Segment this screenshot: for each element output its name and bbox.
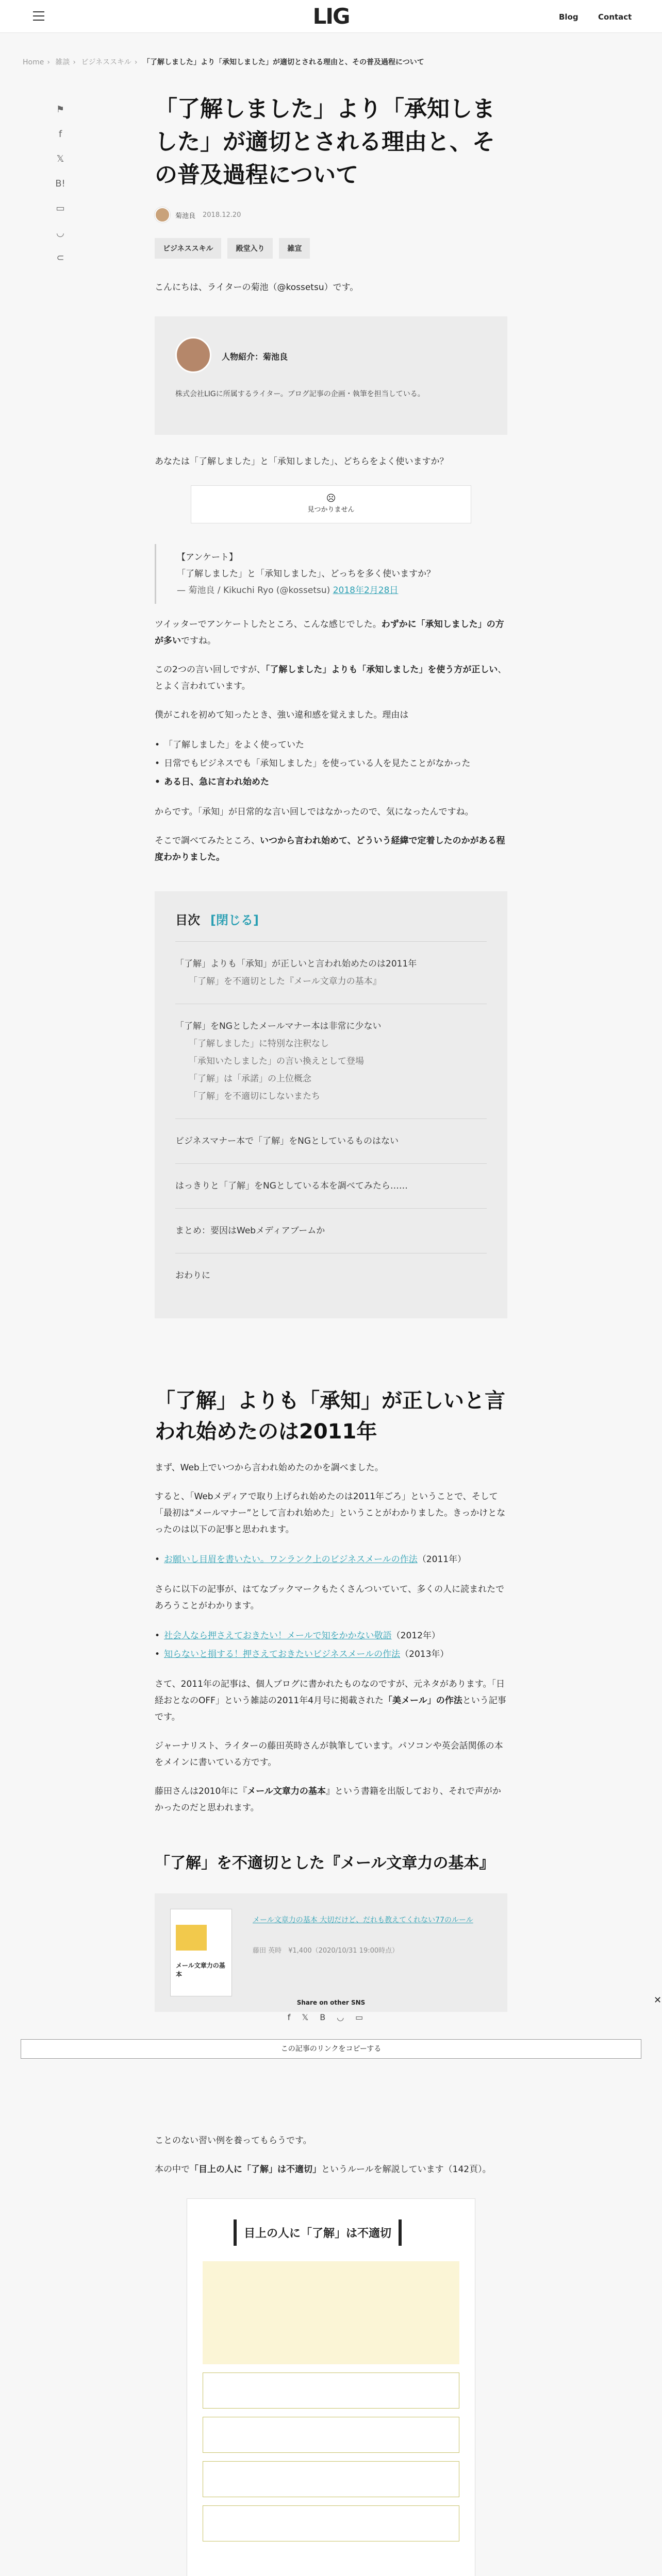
hatena-icon[interactable]: B: [320, 2012, 337, 2022]
breadcrumb-subcategory[interactable]: ビジネススキル: [81, 58, 131, 66]
book-page-figure: [187, 2198, 475, 2576]
tag-hall-of-fame[interactable]: 殿堂入り: [227, 238, 273, 259]
paragraph: さらに以下の記事が、はてなブックマークもたくさんついていて、多くの人に読まれたであろうことがわかります。: [155, 1584, 505, 1611]
paragraph: 本の中で「目上の人に「了解」は不適切」というルールを解説しています（142頁）。: [155, 2164, 491, 2175]
toc-subitem[interactable]: 「了解」を不適切にしないまたち: [189, 1091, 320, 1101]
share-label: Share on other SNS: [296, 1999, 366, 2006]
pocket-icon[interactable]: ◡: [56, 228, 64, 239]
article-link[interactable]: 社会人なら押さえておきたい！メールで知をかかない敬語: [164, 1631, 392, 1641]
share-overlay: [21, 1999, 641, 2053]
copy-link-button[interactable]: この記事のリンクをコピーする: [21, 2039, 641, 2059]
table-of-contents: [155, 891, 507, 1318]
figure-title: 目上の人に「了解」は不適切: [234, 2219, 402, 2246]
breadcrumb-home[interactable]: Home: [23, 58, 44, 66]
poll-status: 見つかりません: [307, 506, 355, 514]
paragraph: この2つの言い回しですが、「了解しました」よりも「承知しました」を使う方が正しい、とよく言われています。: [155, 665, 507, 691]
paragraph: からです。「承知」が日常的な言い回しではなかったので、気になったんですね。: [155, 807, 474, 817]
figure-example-box: [203, 2372, 459, 2409]
paragraph: ジャーナリスト、ライターの藤田英時さんが執筆しています。パソコンや英会話関係の本をメインに書いている方です。: [155, 1741, 503, 1768]
facebook-icon[interactable]: f: [58, 129, 62, 140]
article-link[interactable]: 知らないと損する！押さえておきたいビジネスメールの作法: [164, 1649, 401, 1659]
line-icon[interactable]: ▭: [56, 203, 65, 214]
quote-body: 「了解しました」と「承知しました」、どっちを多く使いますか？: [177, 569, 436, 579]
paragraph: 藤田さんは2010年に『メール文章力の基本』という書籍を出版しており、それで声がかかったのだと思われます。: [155, 1786, 501, 1813]
figure-example-box: [203, 2417, 459, 2453]
article-meta: [155, 207, 507, 223]
profile-box: [155, 316, 507, 435]
figure-example-box: [203, 2461, 459, 2497]
quote-date-link[interactable]: 2018年2月28日: [333, 585, 399, 596]
twitter-icon[interactable]: 𝕏: [56, 154, 64, 164]
sad-face-icon: ☹: [326, 493, 336, 504]
menu-icon[interactable]: [33, 11, 44, 21]
figure-text-block: [203, 2261, 459, 2364]
poll-embed[interactable]: [191, 485, 471, 523]
breadcrumb: Home › 雑談 › ビジネススキル › 「了解しました」より「承知しました」が適切とされる理由と、その普及過程について: [23, 58, 424, 66]
quote-source: — 菊池良 / Kikuchi Ryo (@kossetsu): [177, 585, 330, 596]
question-text: あなたは「了解しました」と「承知しました」、どちらをよく使いますか？: [155, 456, 449, 467]
nav-contact-link[interactable]: Contact: [598, 12, 632, 22]
product-link[interactable]: メール文章力の基本 大切だけど、だれも教えてくれない77のルール: [253, 1916, 473, 1924]
toc-item[interactable]: ビジネスマナー本で「了解」をNGとしているものはない: [175, 1136, 399, 1146]
list-item: • 日常でもビジネスでも「承知しました」を使っている人を見たことがなかった: [155, 754, 507, 773]
paragraph: ツイッターでアンケートしたところ、こんな感じでした。わずかに「承知しました」の方が多いですね。: [155, 619, 504, 646]
article-title: 「了解しました」より「承知しました」が適切とされる理由と、その普及過程について: [155, 96, 495, 188]
tag-misc[interactable]: 雑宣: [279, 238, 310, 259]
toc-item[interactable]: 「了解」をNGとしたメールマナー本は非常に少ない: [175, 1021, 382, 1031]
hatena-icon[interactable]: B!: [55, 178, 65, 189]
profile-description: 株式会社LIGに所属するライター。ブログ記事の企画・執筆を担当している。: [175, 390, 425, 398]
paragraph: そこで調べてみたところ、いつから言われ始めて、どういう経緯で定着したのかがある程度わかりました。: [155, 836, 505, 862]
breadcrumb-current: 「了解しました」より「承知しました」が適切とされる理由と、その普及過程について: [142, 58, 424, 66]
paragraph: さて、2011年の記事は、個人ブログに書かれたものなのですが、元ネタがあります。「日経おとなのOFF」という雑誌の2011年4月号に掲載された「美メール」の作法という記事です。: [155, 1679, 506, 1722]
article: [155, 93, 507, 2576]
toc-item[interactable]: 「了解」よりも「承知」が正しいと言われ始めたのは2011年: [175, 959, 417, 969]
line-icon[interactable]: ▭: [355, 2012, 375, 2022]
tag-business-skill[interactable]: ビジネススキル: [155, 238, 221, 259]
paragraph: 僕がこれを初めて知ったとき、強い違和感を覚えました。理由は: [155, 710, 409, 720]
pocket-icon[interactable]: ◡: [337, 2012, 356, 2022]
product-card[interactable]: [155, 1893, 507, 2012]
section-heading: 「了解」よりも「承知」が正しいと言われ始めたのは2011年: [155, 1389, 505, 1444]
list-item: • 社会人なら押さえておきたい！メールで知をかかない敬語（2012年）: [155, 1626, 507, 1645]
toc-subitem[interactable]: 「了解」は「承諾」の上位概念: [189, 1074, 311, 1084]
figure-example-box: [203, 2505, 459, 2541]
list-item: • お願いし目眉を書いたい。ワンランク上のビジネスメールの作法（2011年）: [155, 1550, 507, 1569]
list-item: • 「了解しました」をよく使っていた: [155, 736, 507, 754]
book-cover-image[interactable]: メール文章力の基本: [170, 1909, 232, 1996]
link-list: [155, 1550, 507, 1569]
profile-label: 人物紹介：菊池良: [222, 352, 288, 362]
facebook-icon[interactable]: f: [287, 2012, 302, 2022]
toc-toggle[interactable]: [閉じる]: [210, 913, 259, 927]
toc-subitem[interactable]: 「了解」を不適切とした『メール文章力の基本』: [189, 976, 382, 987]
toc-subitem[interactable]: 「了解しました」に特別な注釈なし: [189, 1039, 329, 1049]
publish-date: 2018.12.20: [203, 211, 241, 219]
paragraph: まず、Web上でいつから言われ始めたのかを調べました。: [155, 1463, 384, 1473]
link-copy-icon[interactable]: ⊂: [56, 252, 64, 263]
toc-subitem[interactable]: 「承知いたしました」の言い換えとして登場: [189, 1056, 364, 1066]
author-avatar[interactable]: [155, 207, 170, 223]
share-icon-row: [21, 2012, 641, 2022]
article-link[interactable]: お願いし目眉を書いたい。ワンランク上のビジネスメールの作法: [164, 1554, 418, 1565]
tweet-quote: [155, 544, 507, 604]
intro-line: こんにちは、ライターの菊池（@kossetsu）です。: [155, 282, 359, 293]
top-header: [0, 0, 662, 33]
quote-head: 【アンケート】: [177, 552, 238, 563]
toc-item[interactable]: まとめ：要因はWebメディアブームか: [175, 1226, 325, 1236]
site-logo[interactable]: LIG: [312, 4, 350, 29]
tag-list: [155, 238, 507, 259]
bookmark-icon[interactable]: ⚑: [56, 104, 65, 115]
toc-title: 目次: [175, 913, 200, 927]
toc-item[interactable]: はっきりと「了解」をNGとしている本を調べてみたら……: [175, 1181, 408, 1191]
list-item: • ある日、急に言われ始めた: [155, 773, 507, 791]
share-rail: [54, 103, 69, 276]
subsection-heading: 「了解」を不適切とした『メール文章力の基本』: [155, 1854, 495, 1872]
author-name[interactable]: 菊池良: [175, 212, 196, 220]
paragraph: ことのない習い例を養ってもらうです。: [155, 2136, 312, 2146]
reason-list: [155, 736, 507, 791]
link-list: [155, 1626, 507, 1664]
profile-avatar: [175, 337, 211, 373]
list-item: • 知らないと損する！押さえておきたいビジネスメールの作法（2013年）: [155, 1645, 507, 1664]
product-info: 藤田 英時 ¥1,400（2020/10/31 19:00時点）: [253, 1947, 399, 1955]
toc-item[interactable]: おわりに: [175, 1270, 210, 1281]
close-icon[interactable]: ✕: [654, 1995, 662, 2006]
breadcrumb-category[interactable]: 雑談: [55, 58, 70, 66]
twitter-icon[interactable]: 𝕏: [302, 2012, 320, 2022]
paragraph: すると、「Webメディアで取り上げられ始めたのは2011年ごろ」ということで、そして「最初は“メールマナー”として言われ始めた」ということがわかりました。きっかけとなったのは以下の記事と思われます。: [155, 1492, 506, 1535]
nav-blog-link[interactable]: Blog: [559, 12, 578, 22]
